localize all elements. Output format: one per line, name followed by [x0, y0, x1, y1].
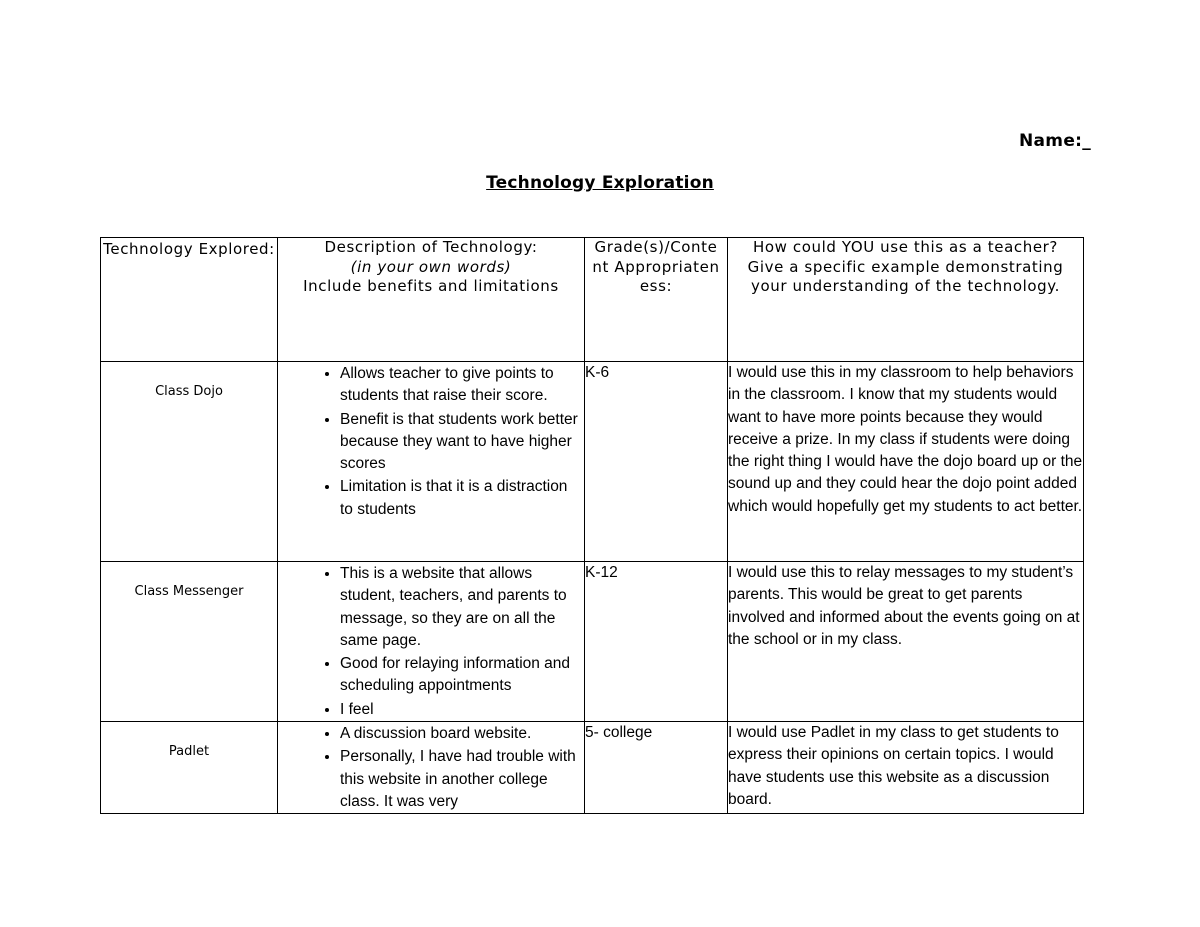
table-row: [101, 722, 1084, 814]
cell-use: I would use this to relay messages to my student’s parents. This would be great to get parents involved and informed about the events going on at the school or in my class.: [728, 562, 1084, 722]
technology-name: Padlet: [168, 744, 210, 760]
cell-grade: K-6: [585, 362, 728, 562]
cell-description: [278, 362, 585, 562]
cell-use: I would use this in my classroom to help behaviors in the classroom. I know that my students would want to have more points because they would receive a prize. In my class if students were doing the right thing I would have the dojo board up or the sound up and they could hear the dojo point added which would hopefully get my students to act better.: [728, 362, 1084, 562]
header-description-title: Description of Technology:: [324, 238, 538, 256]
list-item: • Limitation is that it is a distraction to students: [340, 475, 584, 521]
description-list: [278, 722, 584, 813]
cell-grade: 5- college: [585, 722, 728, 814]
document-title: Technology Exploration: [486, 173, 714, 193]
list-item: • This is a website that allows student, teachers, and parents to message, so they are on all the same page.: [340, 562, 584, 652]
cell-use: I would use Padlet in my class to get students to express their opinions on certain topics. I would have students use this website as a discussion board.: [728, 722, 1084, 814]
technology-name: Class Messenger: [134, 584, 244, 599]
table-row: [101, 562, 1084, 722]
header-description-note: Include benefits and limitations: [303, 277, 559, 295]
header-description-sub: (in your own words): [350, 257, 512, 276]
description-list: [278, 362, 584, 521]
list-item: • Benefit is that students work better because they want to have higher scores: [340, 408, 584, 476]
header-grade: Grade(s)/Content Appropriateness:: [585, 238, 728, 362]
header-technology: Technology Explored:: [101, 238, 278, 362]
list-item: • Personally, I have had trouble with this website in another college class. It was very: [340, 745, 584, 813]
list-item: • Allows teacher to give points to students that raise their score.: [340, 362, 584, 408]
table-row: [101, 362, 1084, 562]
name-field-label: Name:_: [1019, 131, 1092, 151]
cell-technology: [101, 362, 278, 562]
technology-name: Class Dojo: [155, 384, 223, 399]
cell-technology: [101, 562, 278, 722]
table-header-row: [101, 238, 1084, 362]
cell-description: [278, 562, 585, 722]
list-item: • Good for relaying information and scheduling appointments: [340, 652, 584, 698]
list-item: • A discussion board website.: [340, 722, 584, 745]
header-use: How could YOU use this as a teacher? Give a specific example demonstrating your understanding of the technology.: [728, 238, 1084, 362]
description-list: [278, 562, 584, 721]
cell-description: [278, 722, 585, 814]
cell-technology: [101, 722, 278, 814]
cell-grade: K-12: [585, 562, 728, 722]
header-description: [278, 238, 585, 362]
list-item: • I feel: [340, 698, 584, 721]
technology-table: [100, 237, 1084, 814]
